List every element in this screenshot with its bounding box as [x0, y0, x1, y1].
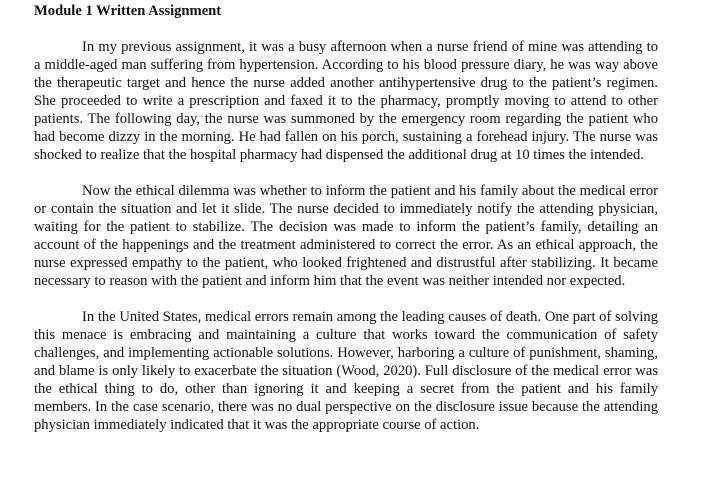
- paragraph-3: In the United States, medical errors remain among the leading causes of death. One part of solving this menace is embracing and maintaining a culture that works toward the communication of safety challenges, and implementing actionable solutions. However, harboring a culture of punishment, shaming, and blame is only likely to exacerbate the situation (Wood, 2020). Full disclosure of the medical error was the ethical thing to do, other than ignoring it and keeping a secret from the patient and his family members. In the case scenario, there was no dual perspective on the disclosure issue because the attending physician immediately indicated that it was the appropriate course of action.: [34, 309, 658, 433]
- document-page: [34, 0, 658, 434]
- paragraph-1: In my previous assignment, it was a busy afternoon when a nurse friend of mine was attending to a middle-aged man suffering from hypertension. According to his blood pressure diary, he was way above the therapeutic target and hence the nurse added another antihypertensive drug to the patient’s regimen. She proceeded to write a prescription and faxed it to the pharmacy, promptly moving to attend to other patients. The following day, the nurse was summoned by the emergency room regarding the patient who had become dizzy in the morning. He had fallen on his porch, sustaining a forehead injury. The nurse was shocked to realize that the hospital pharmacy had dispensed the additional drug at 10 times the intended.: [34, 39, 658, 163]
- document-title: Module 1 Written Assignment: [34, 3, 222, 19]
- paragraph-2: Now the ethical dilemma was whether to inform the patient and his family about the medical error or contain the situation and let it slide. The nurse decided to immediately notify the attending physician, waiting for the patient to stabilize. The decision was made to inform the patient’s family, detailing an account of the happenings and the treatment administered to correct the error. As an ethical approach, the nurse expressed empathy to the patient, who looked frightened and distrustful after stabilizing. It became necessary to reason with the patient and inform him that the event was neither intended nor expected.: [34, 183, 658, 289]
